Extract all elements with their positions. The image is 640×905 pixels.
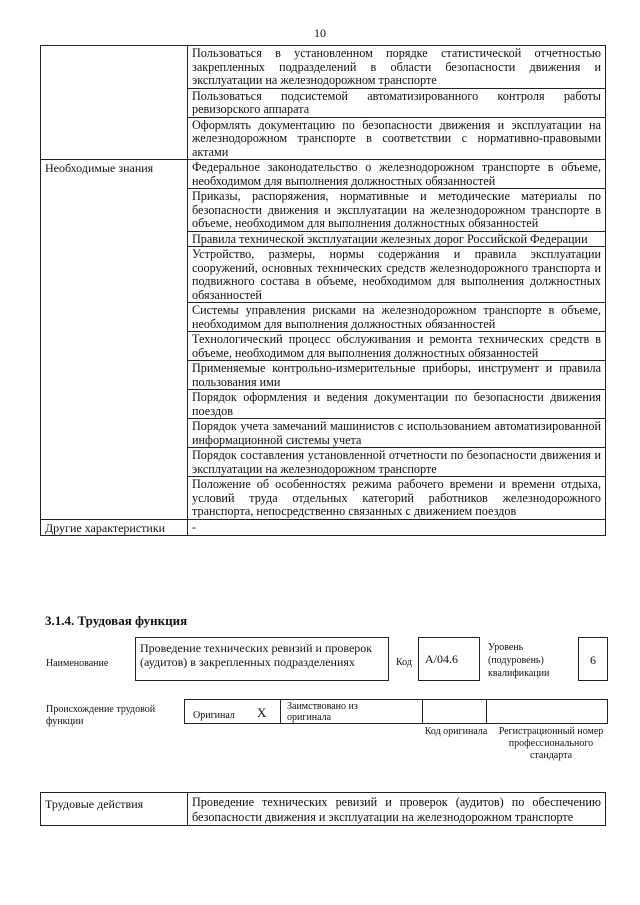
original-label: Оригинал — [193, 710, 235, 721]
borrowed-label: Заимствовано из оригинала — [287, 701, 358, 723]
knowledge-item: Федеральное законодательство о железнодорожном транспорте в объеме, необходимом для выполнения должностных обязанностей — [188, 160, 606, 189]
labor-actions-table — [40, 792, 606, 826]
function-code-label: Код — [396, 657, 412, 668]
code-origin-label: Код оригинала — [424, 726, 488, 737]
skill-item: Пользоваться в установленном порядке статистической отчетностью закрепленных подразделений в области безопасности движения и эксплуатации на железнодорожном транспорте — [188, 46, 606, 89]
function-code-value: А/04.6 — [418, 637, 480, 681]
table-row — [41, 793, 606, 826]
other-characteristics-label: Другие характеристики — [41, 519, 188, 535]
qualification-level-value: 6 — [578, 637, 608, 681]
knowledge-item: Системы управления рисками на железнодорожном транспорте в объеме, необходимом для выполнения должностных обязанностей — [188, 303, 606, 332]
original-mark: X — [257, 705, 267, 720]
labor-action-item: Проведение технических ревизий и проверок (аудитов) по обеспечению безопасности движения и эксплуатации на железнодорожном транспорте — [188, 793, 606, 826]
knowledge-item: Технологический процесс обслуживания и ремонта технических средств в объеме, необходимом для выполнения должностных обязанностей — [188, 332, 606, 361]
knowledge-item: Приказы, распоряжения, нормативные и методические материалы по безопасности движения и эксплуатации на железнодорожном транспорте в объеме, необходимом для выполнения должностных обязанностей — [188, 189, 606, 232]
knowledge-item: Применяемые контрольно-измерительные приборы, инструмент и правила пользования ими — [188, 361, 606, 390]
function-name-value: Проведение технических ревизий и проверок (аудитов) в закрепленных подразделениях — [135, 637, 389, 681]
section-title: 3.1.4. Трудовая функция — [45, 613, 188, 628]
knowledge-item: Порядок учета замечаний машинистов с использованием автоматизированной информационной системы учета — [188, 419, 606, 448]
knowledge-item: Порядок составления установленной отчетности по безопасности движения и эксплуатации на железнодорожном транспорте — [188, 448, 606, 477]
skill-item: Оформлять документацию по безопасности движения и эксплуатации на железнодорожном транспорте в соответствии с нормативно-правовыми актами — [188, 117, 606, 160]
origin-original-cell — [185, 700, 281, 723]
table-row — [41, 519, 606, 535]
skill-item: Пользоваться подсистемой автоматизированного контроля работы ревизорского аппарата — [188, 88, 606, 117]
knowledge-item: Порядок оформления и ведения документации по безопасности движения поездов — [188, 390, 606, 419]
other-characteristics-value: - — [188, 519, 606, 535]
knowledge-label: Необходимые знания — [41, 160, 188, 520]
origin-code-cell — [423, 700, 487, 723]
labor-actions-label: Трудовые действия — [41, 793, 188, 826]
origin-box — [184, 699, 608, 724]
knowledge-item: Положение об особенностях режима рабочего времени и времени отдыха, условий труда отдельных категорий работников железнодорожного транспорта, непосредственно связанных с движением поездов — [188, 477, 606, 520]
skills-label-cell — [41, 46, 188, 160]
registration-number-label: Регистрационный номер профессионального стандарта — [498, 726, 604, 761]
knowledge-item: Правила технической эксплуатации железных дорог Российской Федерации — [188, 231, 606, 247]
qualification-level-label: Уровень (подуровень) квалификации — [488, 642, 550, 679]
origin-borrowed-cell — [281, 700, 423, 723]
table-row — [41, 160, 606, 189]
function-name-label: Наименование — [46, 658, 109, 669]
origin-label: Происхождение трудовой функции — [46, 704, 156, 727]
table-row — [41, 46, 606, 89]
knowledge-item: Устройство, размеры, нормы содержания и правила эксплуатации сооружений, основных технических средств железнодорожного транспорта и подвижного состава в объеме, необходимом для выполнения должностных обязанностей — [188, 247, 606, 303]
page-number: 10 — [314, 26, 326, 40]
competency-table — [40, 45, 606, 536]
